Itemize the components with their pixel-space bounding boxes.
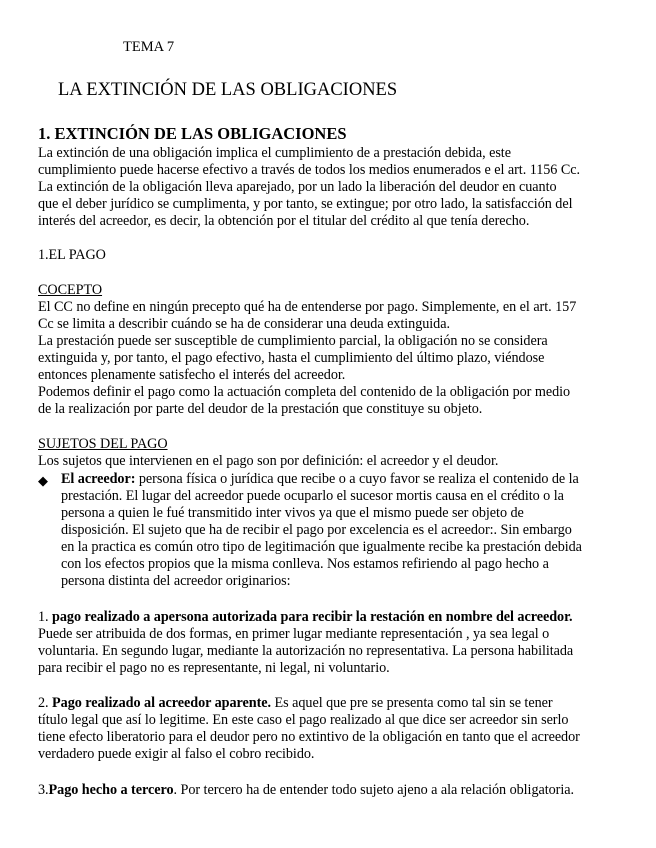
paragraph-line: que el deber jurídico se cumplimenta, y por tanto, se extingue; por otro lado, la satisfacción del — [38, 196, 573, 212]
item-number: 1. — [38, 609, 53, 625]
bullet-line: prestación. El lugar del acreedor puede ocuparlo el sucesor mortis causa en el crédito o la — [61, 488, 564, 504]
paragraph-line: La extinción de la obligación lleva aparejado, por un lado la liberación del deudor en cuanto — [38, 179, 557, 195]
item-text: . Por tercero ha de entender todo sujeto ajeno a ala relación obligatoria. — [173, 782, 574, 798]
item-1-first-line — [38, 609, 573, 626]
paragraph-line: La extinción de una obligación implica el cumplimiento de a prestación debida, este — [38, 145, 511, 161]
bullet-line: con los efectos propios que la misma conlleva. Nos estamos refiriendo al pago hecho a — [61, 556, 549, 572]
paragraph-line: título legal que así lo legitime. En este caso el pago realizado al que dice ser acreedor sin serlo — [38, 712, 569, 728]
bullet-line: persona distinta del acreedor originarios: — [61, 573, 291, 589]
item-bold-title: pago realizado a apersona autorizada para recibir la restación en nombre del acreedor. — [52, 609, 573, 625]
item-3-line — [38, 782, 574, 799]
section-heading: 1. EXTINCIÓN DE LAS OBLIGACIONES — [38, 124, 347, 143]
paragraph-line: para recibir el pago no es representante, ni legal, ni voluntario. — [38, 660, 390, 676]
bullet-line: en la practica es común otro tipo de legitimación que igualmente recibe ka prestación debida — [61, 539, 582, 555]
bullet-text: persona física o jurídica que recibe o a cuyo favor se realiza el contenido de la — [135, 471, 579, 487]
paragraph-line: entonces plenamente satisfecho el interés del acreedor. — [38, 367, 346, 383]
paragraph-line: interés del acreedor, es decir, la obtención por el titular del crédito al que tenía derecho. — [38, 213, 530, 229]
item-2-first-line — [38, 695, 553, 712]
paragraph-line: Cc se limita a describir cuándo se ha de considerar una deuda extinguida. — [38, 316, 450, 332]
paragraph-line: de la realización por parte del deudor de la prestación que constituye su objeto. — [38, 401, 483, 417]
paragraph-line: verdadero puede exigir al falso el cobro recibido. — [38, 746, 315, 762]
concepto-heading: COCEPTO — [38, 282, 103, 298]
paragraph-line: extinguida y, por tanto, el pago efectivo, hasta el cumplimiento del último plazo, viéndose — [38, 350, 545, 366]
bullet-line: persona a quien le fué transmitido inter vivos ya que el mismo puede ser objeto de — [61, 505, 524, 521]
paragraph-line: Los sujetos que intervienen en el pago son por definición: el acreedor y el deudor. — [38, 453, 499, 469]
topic-number: TEMA 7 — [123, 39, 175, 55]
item-text: Es aquel que pre se presenta como tal sin se tener — [271, 695, 553, 711]
paragraph-line: Puede ser atribuida de dos formas, en primer lugar mediante representación , ya sea legal o — [38, 626, 550, 642]
bullet-first-line — [61, 471, 579, 488]
paragraph-line: voluntaria. En segundo lugar, mediante la autorización no representativa. La persona habilitada — [38, 643, 574, 659]
paragraph-line: cumplimiento puede hacerse efectivo a través de todos los medios enumerados e el art. 1156 Cc. — [38, 162, 580, 178]
diamond-bullet-icon: ◆ — [38, 473, 48, 488]
sujetos-heading: SUJETOS DEL PAGO — [38, 436, 168, 452]
item-number: 2. — [38, 695, 53, 711]
paragraph-line: La prestación puede ser susceptible de cumplimiento parcial, la obligación no se considera — [38, 333, 548, 349]
paragraph-line: El CC no define en ningún precepto qué ha de entenderse por pago. Simplemente, en el art. 157 — [38, 299, 577, 315]
subsection-heading: 1.EL PAGO — [38, 247, 106, 263]
item-number: 3. — [38, 782, 49, 798]
page-title: LA EXTINCIÓN DE LAS OBLIGACIONES — [58, 80, 398, 100]
acreedor-label: El acreedor: — [61, 471, 136, 487]
item-bold-title: Pago realizado al acreedor aparente. — [52, 695, 272, 711]
paragraph-line: Podemos definir el pago como la actuación completa del contenido de la obligación por medio — [38, 384, 571, 400]
bullet-line: disposición. El sujeto que ha de recibir el pago por excelencia es el acreedor:. Sin embargo — [61, 522, 572, 538]
paragraph-line: tiene efecto liberatorio para el deudor pero no extintivo de la obligación en tanto que el acreedor — [38, 729, 580, 745]
item-bold-title: Pago hecho a tercero — [48, 782, 174, 798]
